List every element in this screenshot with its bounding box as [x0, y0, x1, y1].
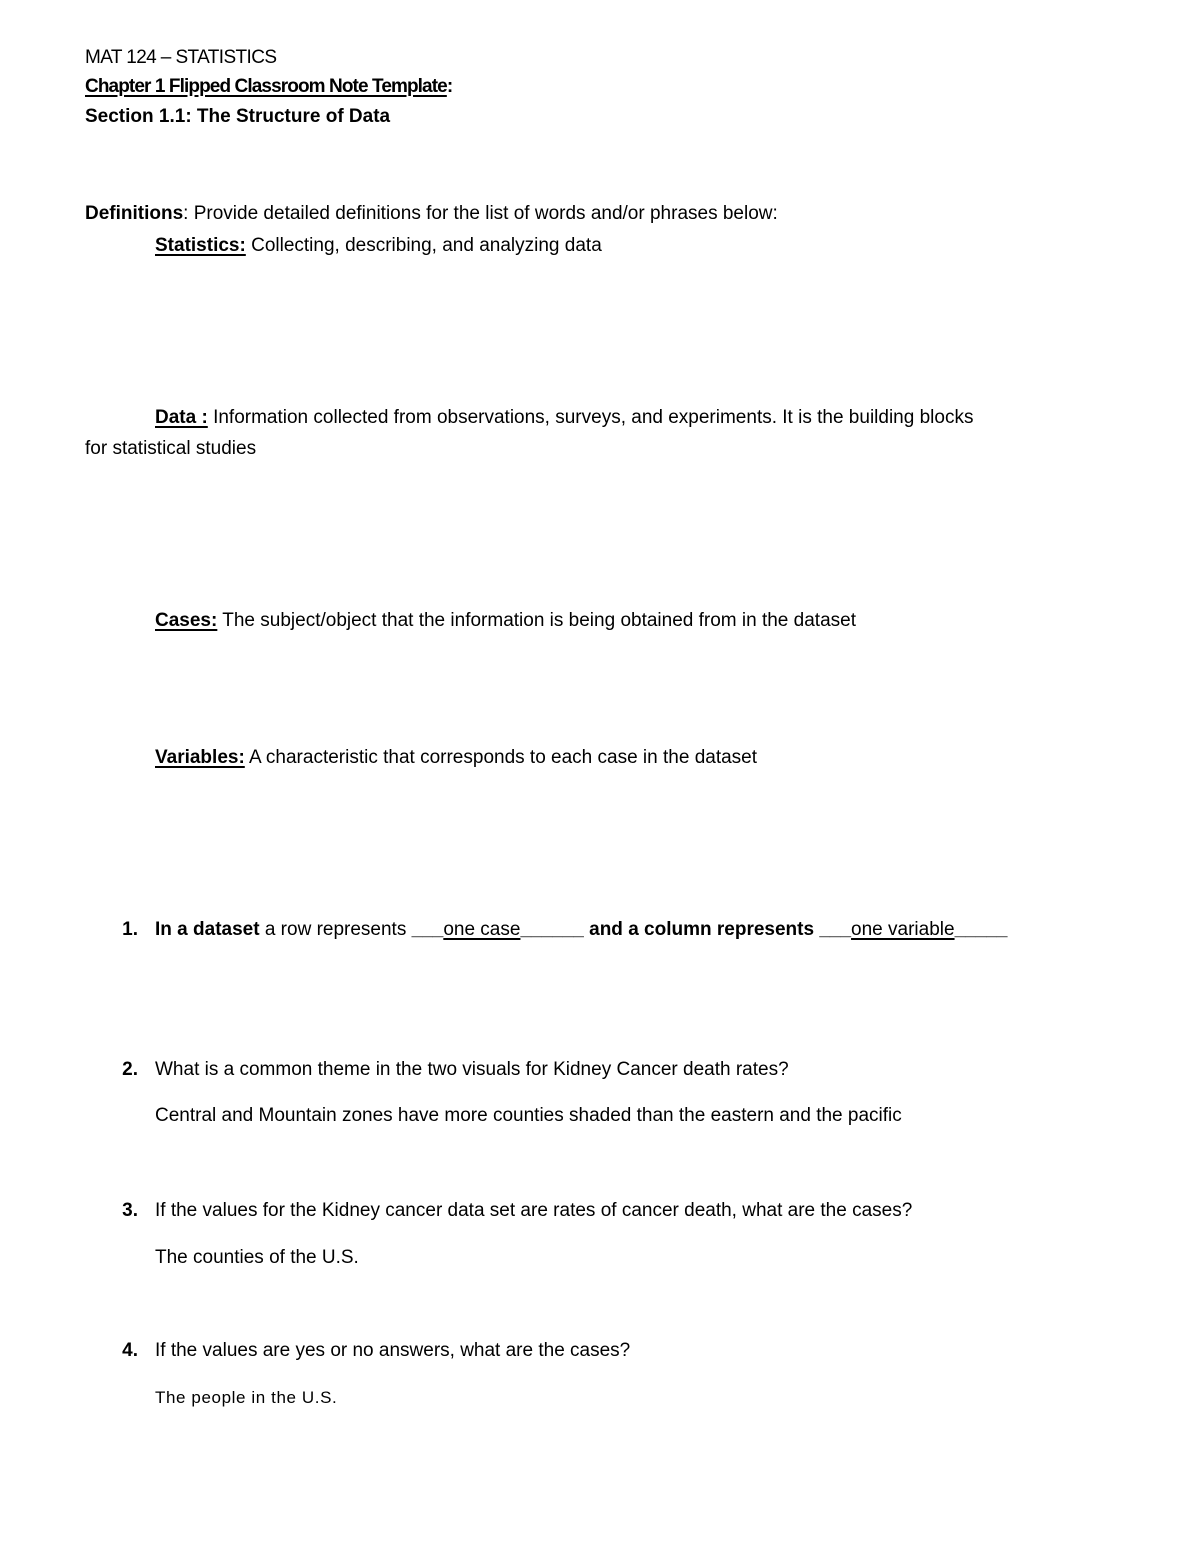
definition-text: Collecting, describing, and analyzing data [245, 235, 602, 256]
definition-text: A characteristic that corresponds to each case in the dataset [244, 747, 758, 768]
definition-text: The subject/object that the information is being obtained from in the dataset [217, 610, 856, 631]
question-text: What is a common theme in the two visuals for Kidney Cancer death rates? [155, 1059, 789, 1080]
definitions-instructions: : Provide detailed definitions for the list of words and/or phrases below: [183, 203, 778, 224]
definition-text: Information collected from observations, surveys, and experiments. It is the building blocks [207, 407, 974, 428]
definition-statistics [155, 236, 602, 255]
question-text: In a dataset a row represents ___one case______ and a column represents ___one variable_____ [155, 919, 1008, 940]
definition-data-continued: for statistical studies [85, 438, 257, 459]
answer-blank-1[interactable]: ___one case______ [411, 919, 584, 940]
question-number: 3. [122, 1200, 138, 1221]
definition-cases [155, 611, 856, 630]
question-number: 4. [122, 1340, 138, 1361]
question-answer: The counties of the U.S. [155, 1247, 359, 1268]
chapter-title [85, 77, 452, 96]
chapter-title-colon: : [446, 76, 453, 97]
question-answer: Central and Mountain zones have more counties shaded than the eastern and the pacific [155, 1105, 902, 1126]
answer-blank-2[interactable]: ___one variable_____ [819, 919, 1008, 940]
question-text: If the values are yes or no answers, what are the cases? [155, 1340, 631, 1361]
definition-term: Statistics: [155, 235, 246, 256]
definition-term: Variables: [155, 747, 245, 768]
question-number: 2. [122, 1059, 138, 1080]
section-title: Section 1.1: The Structure of Data [85, 106, 391, 127]
definition-term: Cases: [155, 610, 218, 631]
definition-variables [155, 748, 757, 767]
question-number: 1. [122, 919, 138, 940]
definition-term: Data : [155, 407, 208, 428]
chapter-title-text: Chapter 1 Flipped Classroom Note Template [85, 76, 447, 97]
question-answer: The people in the U.S. [155, 1388, 338, 1407]
course-title: MAT 124 – STATISTICS [85, 47, 277, 68]
question-text: If the values for the Kidney cancer data set are rates of cancer death, what are the cases? [155, 1200, 913, 1221]
definition-data [155, 408, 973, 427]
definitions-label: Definitions [85, 203, 184, 224]
definitions-intro [85, 204, 778, 223]
